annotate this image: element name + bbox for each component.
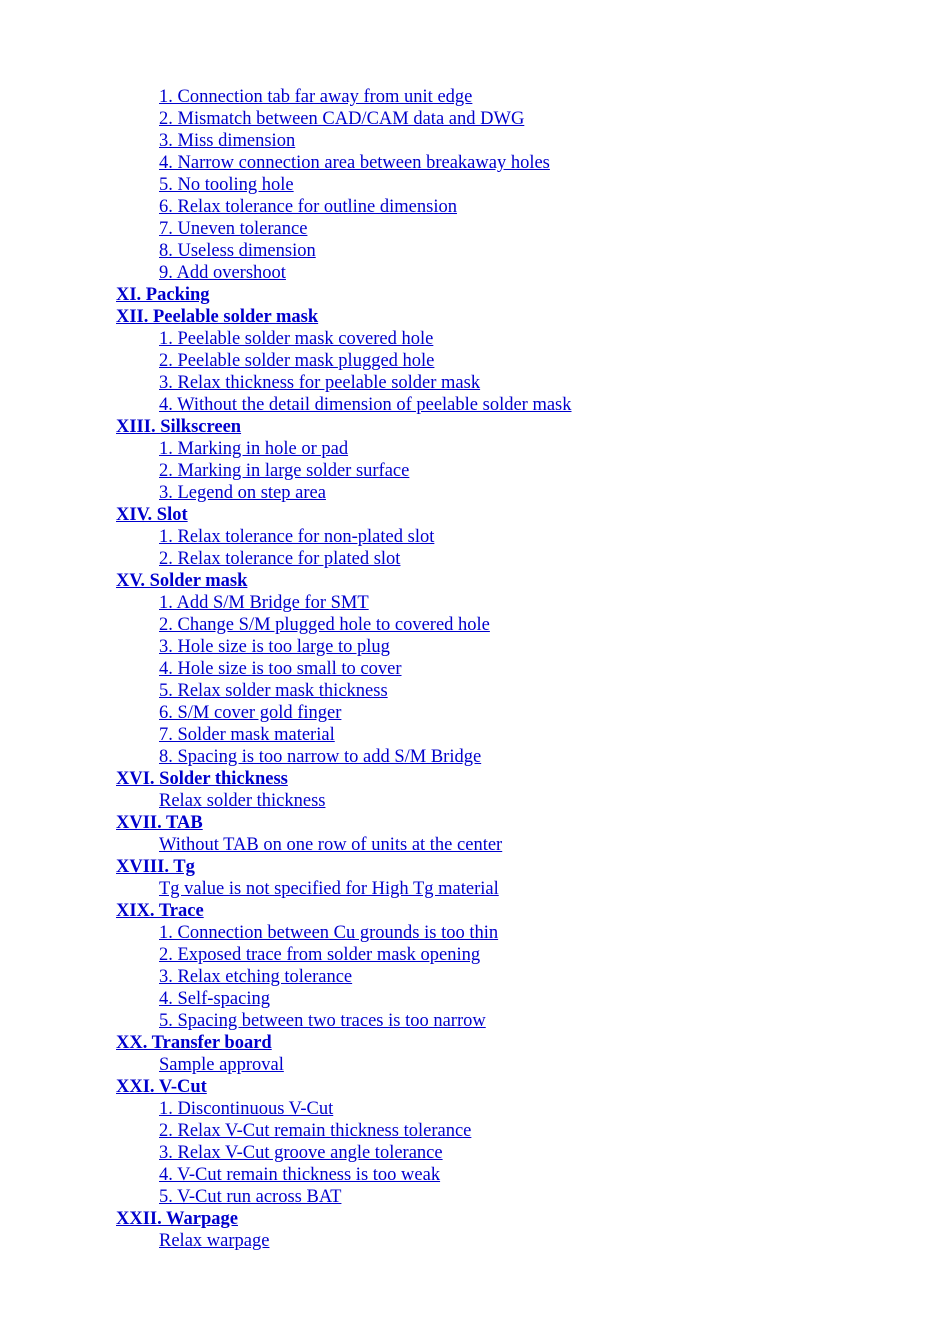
toc-item-link[interactable]: Without TAB on one row of units at the center: [159, 835, 503, 855]
toc-section-link[interactable]: XIV. Slot: [116, 505, 188, 525]
toc-item-row: [116, 702, 572, 724]
toc-item-link[interactable]: 4. Hole size is too small to cover: [159, 659, 402, 679]
toc-item-link[interactable]: Tg value is not specified for High Tg material: [159, 879, 499, 899]
toc-item-link[interactable]: 3. Relax V-Cut groove angle tolerance: [159, 1143, 443, 1163]
toc-item-row: [116, 724, 572, 746]
toc-section-link[interactable]: XVIII. Tg: [116, 857, 195, 877]
toc-item-link[interactable]: 1. Discontinuous V-Cut: [159, 1099, 334, 1119]
toc-item-row: [116, 350, 572, 372]
toc-section-row: [116, 284, 572, 306]
toc-section-link[interactable]: XIX. Trace: [116, 901, 204, 921]
toc-item-link[interactable]: 8. Spacing is too narrow to add S/M Bridge: [159, 747, 482, 767]
toc-item-link[interactable]: 1. Connection between Cu grounds is too thin: [159, 923, 499, 943]
toc-item-row: [116, 328, 572, 350]
toc-item-row: [116, 746, 572, 768]
toc-item-link[interactable]: 7. Uneven tolerance: [159, 219, 308, 239]
toc-item-row: [116, 1054, 572, 1076]
toc-item-link[interactable]: 4. Self-spacing: [159, 989, 270, 1009]
toc-item-row: [116, 86, 572, 108]
toc-item-row: [116, 394, 572, 416]
toc-section-row: [116, 570, 572, 592]
toc-section-row: [116, 768, 572, 790]
toc-item-row: [116, 460, 572, 482]
toc-section-row: [116, 306, 572, 328]
toc-item-link[interactable]: 1. Relax tolerance for non-plated slot: [159, 527, 435, 547]
toc-item-row: [116, 878, 572, 900]
toc-item-row: [116, 130, 572, 152]
toc-item-row: [116, 196, 572, 218]
toc-item-link[interactable]: 5. Relax solder mask thickness: [159, 681, 388, 701]
toc-section-row: [116, 856, 572, 878]
toc-item-row: [116, 922, 572, 944]
toc-section-row: [116, 812, 572, 834]
table-of-contents: [116, 86, 572, 1252]
toc-item-link[interactable]: 2. Change S/M plugged hole to covered hole: [159, 615, 490, 635]
toc-item-row: [116, 1120, 572, 1142]
toc-item-link[interactable]: 5. No tooling hole: [159, 175, 294, 195]
toc-item-row: [116, 680, 572, 702]
toc-item-link[interactable]: Relax warpage: [159, 1231, 270, 1251]
toc-section-row: [116, 504, 572, 526]
toc-section-link[interactable]: XVI. Solder thickness: [116, 769, 288, 789]
toc-item-link[interactable]: Relax solder thickness: [159, 791, 326, 811]
toc-item-row: [116, 240, 572, 262]
toc-item-link[interactable]: 8. Useless dimension: [159, 241, 316, 261]
toc-item-link[interactable]: 6. Relax tolerance for outline dimension: [159, 197, 457, 217]
toc-item-link[interactable]: 3. Miss dimension: [159, 131, 296, 151]
toc-item-row: [116, 218, 572, 240]
toc-section-link[interactable]: XII. Peelable solder mask: [116, 307, 319, 327]
toc-item-link[interactable]: 7. Solder mask material: [159, 725, 335, 745]
toc-item-link[interactable]: 2. Mismatch between CAD/CAM data and DWG: [159, 109, 525, 129]
toc-item-row: [116, 592, 572, 614]
toc-item-row: [116, 966, 572, 988]
toc-item-row: [116, 1010, 572, 1032]
toc-item-row: [116, 614, 572, 636]
toc-item-link[interactable]: 2. Relax V-Cut remain thickness tolerance: [159, 1121, 472, 1141]
toc-item-link[interactable]: 4. V-Cut remain thickness is too weak: [159, 1165, 441, 1185]
toc-item-row: [116, 526, 572, 548]
toc-item-link[interactable]: 2. Exposed trace from solder mask opening: [159, 945, 481, 965]
toc-item-row: [116, 438, 572, 460]
toc-section-row: [116, 900, 572, 922]
toc-item-row: [116, 152, 572, 174]
toc-item-row: [116, 174, 572, 196]
toc-item-link[interactable]: 1. Connection tab far away from unit edge: [159, 87, 473, 107]
toc-item-row: [116, 1230, 572, 1252]
toc-item-row: [116, 1098, 572, 1120]
toc-section-link[interactable]: XXII. Warpage: [116, 1209, 238, 1229]
toc-item-link[interactable]: 3. Legend on step area: [159, 483, 326, 503]
toc-item-row: [116, 372, 572, 394]
toc-item-link[interactable]: 3. Hole size is too large to plug: [159, 637, 390, 657]
toc-section-row: [116, 1032, 572, 1054]
toc-item-link[interactable]: 2. Peelable solder mask plugged hole: [159, 351, 435, 371]
toc-section-link[interactable]: XIII. Silkscreen: [116, 417, 242, 437]
toc-item-link[interactable]: 1. Marking in hole or pad: [159, 439, 349, 459]
toc-item-row: [116, 636, 572, 658]
toc-item-link[interactable]: 2. Relax tolerance for plated slot: [159, 549, 401, 569]
toc-item-row: [116, 1142, 572, 1164]
toc-item-row: [116, 1186, 572, 1208]
toc-item-link[interactable]: 2. Marking in large solder surface: [159, 461, 410, 481]
toc-section-link[interactable]: XI. Packing: [116, 285, 210, 305]
toc-item-link[interactable]: 3. Relax thickness for peelable solder mask: [159, 373, 481, 393]
toc-item-link[interactable]: 1. Peelable solder mask covered hole: [159, 329, 434, 349]
toc-item-link[interactable]: 1. Add S/M Bridge for SMT: [159, 593, 369, 613]
toc-section-link[interactable]: XV. Solder mask: [116, 571, 248, 591]
toc-item-link[interactable]: 4. Narrow connection area between breakaway holes: [159, 153, 550, 173]
toc-item-row: [116, 262, 572, 284]
toc-item-link[interactable]: Sample approval: [159, 1055, 284, 1075]
toc-item-row: [116, 108, 572, 130]
toc-item-row: [116, 548, 572, 570]
toc-item-link[interactable]: 3. Relax etching tolerance: [159, 967, 353, 987]
toc-section-link[interactable]: XX. Transfer board: [116, 1033, 272, 1053]
toc-section-row: [116, 1208, 572, 1230]
toc-section-row: [116, 1076, 572, 1098]
toc-item-link[interactable]: 5. V-Cut run across BAT: [159, 1187, 342, 1207]
toc-section-link[interactable]: XXI. V-Cut: [116, 1077, 207, 1097]
toc-item-link[interactable]: 9. Add overshoot: [159, 263, 286, 283]
toc-item-row: [116, 944, 572, 966]
toc-section-row: [116, 416, 572, 438]
toc-item-row: [116, 790, 572, 812]
toc-item-row: [116, 1164, 572, 1186]
toc-item-row: [116, 834, 572, 856]
toc-item-link[interactable]: 6. S/M cover gold finger: [159, 703, 342, 723]
toc-item-link[interactable]: 5. Spacing between two traces is too narrow: [159, 1011, 486, 1031]
toc-section-link[interactable]: XVII. TAB: [116, 813, 203, 833]
toc-item-row: [116, 482, 572, 504]
toc-item-link[interactable]: 4. Without the detail dimension of peelable solder mask: [159, 395, 572, 415]
toc-item-row: [116, 988, 572, 1010]
toc-item-row: [116, 658, 572, 680]
